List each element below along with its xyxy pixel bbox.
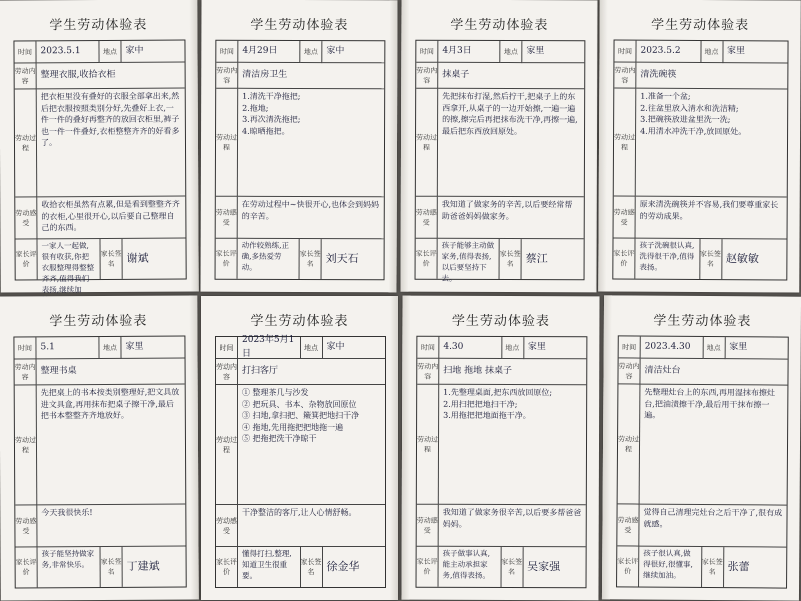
place-value: 家里 [725,337,788,359]
feeling-value: 在劳动过程中~快很开心,也体会到妈妈的辛苦。 [238,197,384,240]
experience-form [616,335,789,588]
content-value: 清洁灶台 [640,359,787,386]
parent-eval-value: 一家人一起做,很有收获,你把衣服整理得整整齐齐,值得我们表扬,继续加油。 [37,239,100,279]
worksheet-1 [0,0,199,293]
parent-eval-value: 孩子很认真,做得很好,很懂事,继续加油。 [639,547,702,587]
feeling-label: 劳动感受 [15,197,37,239]
place-value: 家中 [323,337,386,359]
sheet-title: 学生劳动体验表 [250,314,349,329]
sheet-title: 学生劳动体验表 [250,17,349,34]
parent-eval-value: 孩子能够主动做家务,值得表扬,以后要坚持下去。 [438,239,500,279]
process-label: 劳动过程 [15,89,38,197]
process-value: 1.先整理桌面,把东西放回原位; 2.用扫把把地扫干净; 3.用拖把把地面拖干净。 [439,385,586,506]
content-value: 清洗碗筷 [636,63,787,90]
date-value: 5.1 [36,337,99,359]
worksheet-8 [602,295,801,600]
parent-eval-label: 家长评价 [216,239,238,279]
parent-sign-value: 谢斌 [126,251,149,265]
date-value: 4.30 [439,337,502,359]
time-label: 时间 [614,41,636,63]
content-value: 整理衣服,收拾衣柜 [37,63,185,90]
place-label: 地点 [500,41,522,63]
process-label: 劳动过程 [216,89,238,197]
feeling-label: 劳动感受 [617,504,639,546]
parent-eval-label: 家长评价 [16,547,38,587]
date-value: 2023.5.2 [636,41,701,63]
place-value: 家里 [723,41,788,63]
date-value: 4月29日 [238,41,300,63]
feeling-label: 劳动感受 [15,505,37,547]
content-value: 扫地 拖地 抹桌子 [439,359,586,386]
parent-sign-value: 蔡江 [525,252,548,266]
process-value: 先把抹布打湿,然后拧干,把桌子上的东西拿开,从桌子的一边开始擦,一遍一遍的擦,擦完后再把抹布洗干净,再擦一遍,最后把东西放回原处。 [438,89,584,198]
page-binding-shadow [390,296,398,600]
process-value: 1.准备一个盆; 2.往盆里放入清水和洗洁精; 3.把碗筷放进盆里洗一洗; 4.用清水冲洗干净,放回原处。 [636,89,788,198]
parent-sign-value: 张蕾 [727,560,750,574]
content-label: 劳动内容 [417,359,439,385]
feeling-value: 收拾衣柜虽然有点累,但是看到整整齐齐的衣柜,心里很开心,以后要自己整理自己的东西。 [37,197,185,240]
time-label: 时间 [417,337,439,359]
page-binding-shadow [388,0,397,292]
time-label: 时间 [416,41,438,63]
parent-sign-label: 家长签名 [100,239,122,279]
sheet-title: 学生劳动体验表 [651,17,750,34]
content-value: 整理书桌 [37,359,185,386]
process-value: ① 整理茶几与沙发 ② 把玩具、书本、杂物放回原位 ③ 扫地,拿扫把、簸箕把地扫干净 ④ 拖地,先用拖把把地拖一遍 ⑤ 把拖把洗干净晾干 [238,385,385,505]
parent-eval-value: 孩子能坚持做家务,非常快乐。 [38,547,101,587]
feeling-label: 劳动感受 [417,505,439,547]
sheet-title: 学生劳动体验表 [450,17,549,34]
process-value: 先把桌上的书本按类别整理好,把文具放进文具盒,再用抹布把桌子擦干净,最后把书本整整齐齐地放好。 [37,385,186,506]
feeling-label: 劳动感受 [216,197,238,239]
content-label: 劳动内容 [416,63,438,89]
parent-sign-label: 家长签名 [500,239,522,279]
feeling-label: 劳动感受 [614,197,636,239]
parent-eval-label: 家长评价 [613,239,635,279]
place-label: 地点 [99,337,121,359]
place-value: 家里 [522,41,584,63]
date-value: 4月3日 [438,41,500,63]
parent-eval-value: 懂得打扫,整理,知道卫生很重要。 [238,547,301,587]
parent-eval-value: 动作较熟练,正确,多热爱劳动。 [238,239,300,279]
page-binding-shadow [401,296,410,600]
parent-sign-value: 刘天石 [325,252,359,266]
page-binding-shadow [602,295,612,599]
feeling-value: 原来清洗碗筷并不容易,我们要尊重家长的劳动成果。 [636,197,787,240]
sheet-title: 学生劳动体验表 [49,17,148,34]
parent-sign-value: 赵敏敏 [725,252,759,266]
content-label: 劳动内容 [216,63,238,89]
content-value: 抹桌子 [438,63,584,90]
content-label: 劳动内容 [618,358,640,384]
parent-sign-label: 家长签名 [101,547,123,587]
place-label: 地点 [703,337,725,359]
process-label: 劳动过程 [15,385,38,505]
sheet-title: 学生劳动体验表 [451,313,550,330]
process-label: 劳动过程 [216,385,238,505]
place-value: 家中 [322,41,384,63]
parent-eval-label: 家长评价 [617,546,639,586]
content-value: 清洁房卫生 [238,63,384,90]
worksheet-6 [201,296,398,600]
parent-sign-value: 徐金华 [326,560,360,574]
parent-sign-value: 丁建斌 [126,559,160,573]
process-label: 劳动过程 [416,89,438,197]
parent-sign-label: 家长签名 [702,547,724,587]
sheet-title: 学生劳动体验表 [653,313,752,330]
time-label: 时间 [14,41,36,63]
experience-form [13,40,186,294]
content-label: 劳动内容 [15,359,37,385]
process-label: 劳动过程 [614,89,637,197]
feeling-value: 我知道了做家务很辛苦,以后要多帮爸爸妈妈。 [439,505,586,548]
experience-form [215,336,386,588]
feeling-value: 觉得自己清理完灶台之后干净了,很有成就感。 [639,505,786,548]
place-label: 地点 [301,337,323,359]
feeling-value: 今天我很快乐! [37,505,185,548]
time-label: 时间 [216,337,238,359]
worksheet-4 [598,0,801,293]
place-label: 地点 [502,337,524,359]
worksheet-5 [0,295,199,600]
date-value: 2023.5.1 [36,41,99,63]
worksheet-7 [401,296,599,601]
parent-sign-value: 吴家强 [527,560,561,574]
content-label: 劳动内容 [15,63,37,89]
experience-form [612,40,788,281]
process-value: 1.清洗干净拖把; 2.拖地; 3.再次清洗拖把; 4.晾晒拖把。 [238,89,384,198]
parent-eval-label: 家长评价 [417,547,439,587]
feeling-label: 劳动感受 [416,197,438,239]
process-value: 先整理灶台上的东西,再用湿抹布擦灶台,把油渍擦干净,最后用干抹布擦一遍。 [640,385,788,506]
place-value: 家中 [121,41,184,63]
place-label: 地点 [300,41,322,63]
experience-form [215,40,386,281]
feeling-value: 干净整洁的客厅,让人心情舒畅。 [238,505,385,547]
page-binding-shadow [189,0,199,292]
time-label: 时间 [216,41,238,63]
time-label: 时间 [14,337,36,359]
place-value: 家里 [121,337,184,359]
parent-eval-value: 孩子做事认真,能主动承担家务,值得表扬。 [439,547,502,587]
page-binding-shadow [400,0,409,292]
place-label: 地点 [99,41,121,63]
experience-form [415,40,586,281]
parent-sign-label: 家长签名 [700,239,722,279]
feeling-value: 我知道了做家务的辛苦,以后要经常帮助爸爸妈妈做家务。 [438,197,584,240]
page-binding-shadow [598,0,608,292]
process-label: 劳动过程 [417,385,439,505]
parent-sign-label: 家长签名 [501,547,523,587]
experience-form [13,336,186,589]
worksheet-2 [200,0,397,292]
date-value: 2023年5月1日 [238,337,301,359]
page-binding-shadow [189,295,199,599]
worksheet-3 [400,0,597,292]
process-label: 劳动过程 [618,384,641,504]
feeling-label: 劳动感受 [216,505,238,547]
time-label: 时间 [619,336,641,358]
parent-eval-label: 家长评价 [416,239,438,279]
sheet-title: 学生劳动体验表 [49,313,148,330]
content-label: 劳动内容 [614,63,636,89]
date-value: 2023.4.30 [641,337,704,359]
process-value: 把衣柜里没有叠好的衣服全部拿出来,然后把衣服按照类别分好,先叠好上衣,一件一件的叠好再整齐的放回衣柜里,裤子也一件一件叠好,衣柜整整齐齐的好看多了。 [37,89,186,198]
place-value: 家里 [524,337,587,359]
parent-eval-label: 家长评价 [216,547,238,587]
parent-eval-value: 孩子洗碗很认真,洗得很干净,值得表扬。 [635,239,700,279]
content-value: 打扫客厅 [238,359,385,385]
place-label: 地点 [701,41,723,63]
parent-sign-label: 家长签名 [301,547,323,587]
experience-form [416,336,588,589]
parent-sign-label: 家长签名 [300,239,322,279]
content-label: 劳动内容 [216,359,238,385]
parent-eval-label: 家长评价 [15,239,37,279]
